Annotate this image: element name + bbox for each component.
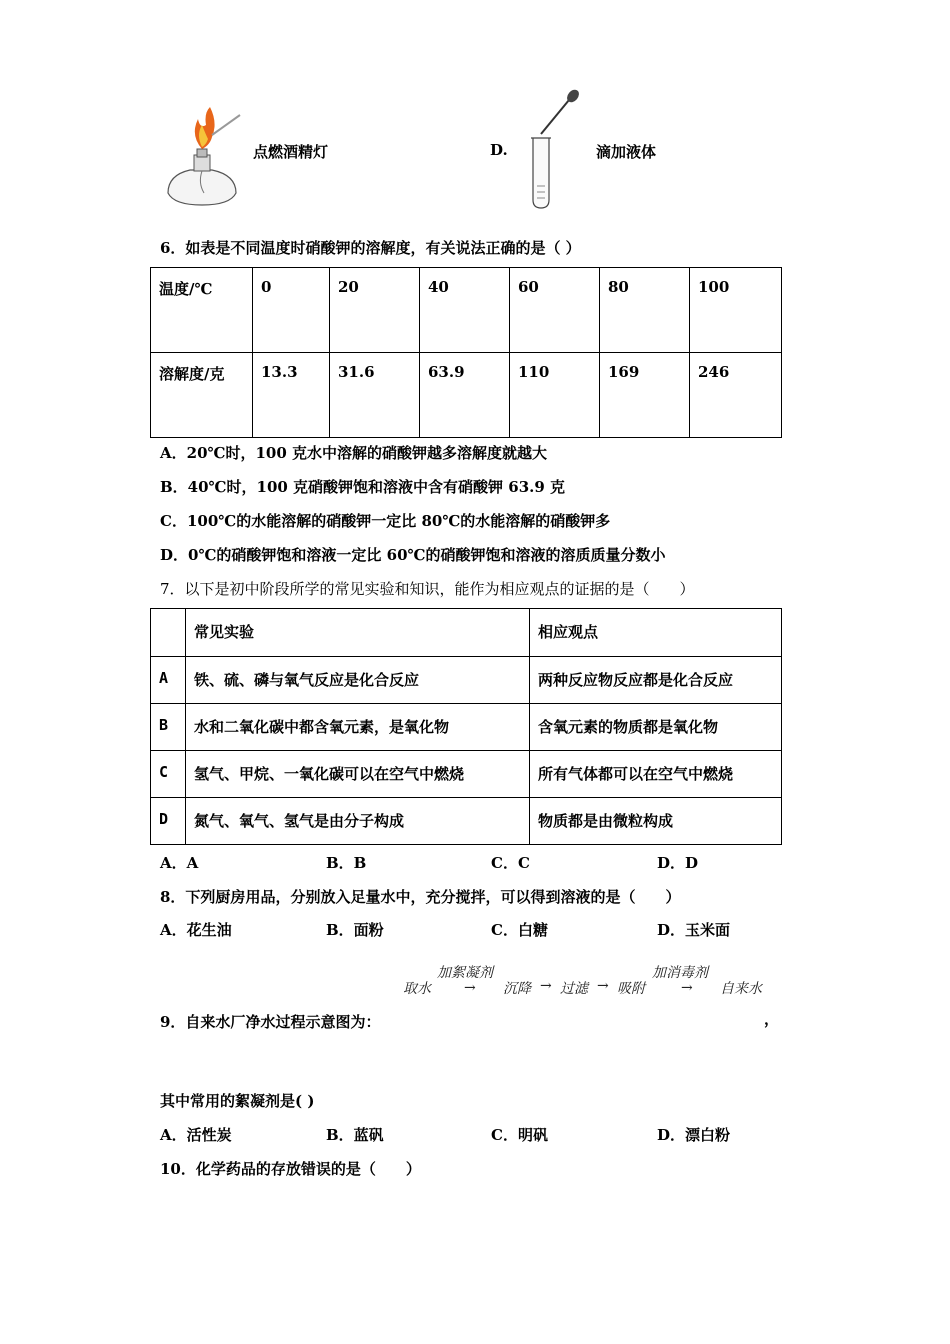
table-cell: 水和二氧化碳中都含氧元素，是氧化物 <box>186 704 530 751</box>
table-row <box>151 268 782 353</box>
table-cell: 20 <box>330 268 420 353</box>
table-cell: 63.9 <box>420 353 510 438</box>
question-6-option-a: A．20℃时，100 克水中溶解的硝酸钾越多溶解度就越大 <box>160 444 548 462</box>
question-6-option-c: C．100℃的水能溶解的硝酸钾一定比 80℃的水能溶解的硝酸钾多 <box>160 512 611 530</box>
option-d-label: 滴加液体 <box>596 143 657 161</box>
question-9-comma: ， <box>764 1010 780 1028</box>
dropper-testtube-illustration <box>525 88 585 210</box>
table-cell: C <box>151 751 186 798</box>
flow-step-tapwater: 自来水 <box>720 981 762 997</box>
table-cell: B <box>151 704 186 751</box>
table-cell: A <box>151 657 186 704</box>
question-9-option-c: C．明矾 <box>491 1126 548 1144</box>
table-cell: 相应观点 <box>530 609 782 657</box>
question-6-option-b: B．40℃时，100 克硝酸钾饱和溶液中含有硝酸钾 63.9 克 <box>160 478 566 496</box>
question-9-option-b: B．蓝矾 <box>326 1126 384 1144</box>
question-7-option-d: D．D <box>657 854 699 872</box>
question-7-option-c: C．C <box>491 854 530 872</box>
table-cell: 所有气体都可以在空气中燃烧 <box>530 751 782 798</box>
table-cell: 60 <box>510 268 600 353</box>
table-cell: 40 <box>420 268 510 353</box>
table-cell: D <box>151 798 186 845</box>
table-cell: 溶解度/克 <box>151 353 253 438</box>
table-cell: 110 <box>510 353 600 438</box>
question-9-sub-stem: 其中常用的絮凝剂是( ) <box>160 1092 315 1110</box>
table-cell: 物质都是由微粒构成 <box>530 798 782 845</box>
table-cell: 100 <box>690 268 782 353</box>
question-8-option-b: B．面粉 <box>326 921 384 939</box>
flow-label-disinfectant: 加消毒剂 <box>652 965 708 981</box>
table-row <box>151 657 782 704</box>
table-row <box>151 609 782 657</box>
table-cell: 0 <box>253 268 330 353</box>
alcohol-lamp-illustration <box>160 105 245 210</box>
question-6-stem: 6．如表是不同温度时硝酸钾的溶解度，有关说法正确的是（ ） <box>160 239 581 257</box>
question-8-option-a: A．花生油 <box>160 921 232 939</box>
flow-arrow: → <box>681 980 693 996</box>
table-cell <box>151 609 186 657</box>
table-cell: 温度/℃ <box>151 268 253 353</box>
table-cell: 80 <box>600 268 690 353</box>
table-row <box>151 751 782 798</box>
table-cell: 两种反应物反应都是化合反应 <box>530 657 782 704</box>
flow-arrow: → <box>464 980 476 996</box>
flow-step-filter: 过滤 <box>560 981 588 997</box>
question-8-option-c: C．白糖 <box>491 921 548 939</box>
question-9-stem: 9．自来水厂净水过程示意图为： <box>160 1013 381 1031</box>
flow-arrow: → <box>540 978 552 994</box>
option-c-label: 点燃酒精灯 <box>253 143 329 161</box>
question-8-option-d: D．玉米面 <box>657 921 731 939</box>
table-row <box>151 353 782 438</box>
table-cell: 246 <box>690 353 782 438</box>
table-cell: 31.6 <box>330 353 420 438</box>
question-8-stem: 8．下列厨房用品，分别放入足量水中，充分搅拌，可以得到溶液的是（ ） <box>160 888 681 906</box>
flow-step-adsorb: 吸附 <box>617 981 645 997</box>
table-cell: 含氧元素的物质都是氧化物 <box>530 704 782 751</box>
question-9-option-d: D．漂白粉 <box>657 1126 731 1144</box>
table-cell: 13.3 <box>253 353 330 438</box>
flow-step-intake: 取水 <box>403 981 431 997</box>
flow-arrow: → <box>597 978 609 994</box>
table-cell: 氢气、甲烷、一氧化碳可以在空气中燃烧 <box>186 751 530 798</box>
question-7-option-b: B．B <box>326 854 367 872</box>
flow-label-flocculant: 加絮凝剂 <box>437 965 493 981</box>
table-cell: 铁、硫、磷与氧气反应是化合反应 <box>186 657 530 704</box>
table-cell: 氮气、氧气、氢气是由分子构成 <box>186 798 530 845</box>
solubility-table <box>150 267 782 438</box>
evidence-table <box>150 608 782 845</box>
question-6-option-d: D．0℃的硝酸钾饱和溶液一定比 60℃的硝酸钾饱和溶液的溶质质量分数小 <box>160 546 666 564</box>
question-9-option-a: A．活性炭 <box>160 1126 232 1144</box>
table-cell: 常见实验 <box>186 609 530 657</box>
table-row <box>151 704 782 751</box>
question-10-stem: 10．化学药品的存放错误的是（ ） <box>160 1160 421 1178</box>
flow-step-settle: 沉降 <box>503 981 531 997</box>
table-cell: 169 <box>600 353 690 438</box>
question-7-stem: 7．以下是初中阶段所学的常见实验和知识，能作为相应观点的证据的是（ ） <box>160 580 695 598</box>
table-row <box>151 798 782 845</box>
option-d-letter: D. <box>490 141 508 159</box>
question-7-option-a: A．A <box>160 854 199 872</box>
